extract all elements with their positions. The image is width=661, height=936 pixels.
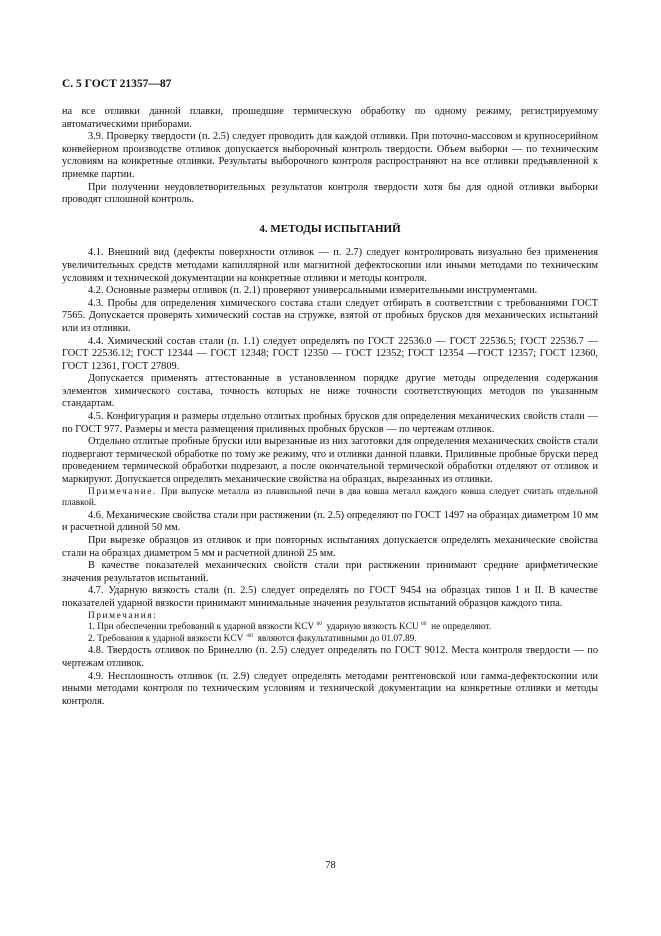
paragraph: 4.2. Основные размеры отливок (п. 2.1) проверяют универсальными измерительными инструментами.: [88, 285, 538, 297]
section-title: 4. МЕТОДЫ ИСПЫТАНИЙ: [259, 222, 401, 235]
note-item: [62, 634, 598, 646]
paragraph: Отдельно отлитые пробные бруски или вырезанные из них заготовки для определения механических свойств стали подвергают термической обработке по тому же режиму, что и отливки данной плавки. Приливные пробные бруски перед проведением термической обработки подрезают, а после окончательной термической обработки отделяют от отливок и маркируют. Допускается определять механические свойства на образцах, вырезанных из отливки.: [62, 436, 598, 486]
note-item-text: 1. При обеспечении требований к ударной вязкости KCV: [88, 622, 315, 633]
paragraph: 4.3. Пробы для определения химического состава стали следует отбирать в соответствии с требованиями ГОСТ 7565. Допускается проверять химический состав на стружке, взятой от пробных брусков для механических испытаний или из отливки.: [62, 297, 598, 334]
paragraph: При вырезке образцов из отливок и при повторных испытаниях допускается определять механические свойства стали на образцах диаметром 5 мм и расчетной длиной 25 мм.: [62, 535, 598, 559]
note-item: [62, 622, 598, 634]
paragraph: 4.4. Химический состав стали (п. 1.1) следует определять по ГОСТ 22536.0 — ГОСТ 22536.5; ГОСТ 22536.7 — ГОСТ 22536.12; ГОСТ 12344 — ГОСТ 12348; ГОСТ 12350 — ГОСТ 12352; ГОСТ 12354 —ГОСТ 12357; ГОСТ 12360, ГОСТ 12361, ГОСТ 27809.: [62, 335, 598, 372]
paragraph: 4.1. Внешний вид (дефекты поверхности отливок — п. 2.7) следует контролировать визуально без применения увеличительных средств методами капиллярной или магнитной дефектоскопии или иными методами по техническим условиям и технической документации на конкретные отливки и методы контроля.: [62, 247, 598, 284]
paragraph: 4.9. Несплошность отливок (п. 2.9) следует определять методами рентгеновской или гамма-дефектоскопии или иными методами контроля по техническим условиям и технической документации на конкретные отливки и методы контроля.: [62, 670, 598, 707]
paragraph: 3.9. Проверку твердости (п. 2.5) следует проводить для каждой отливки. При поточно-массовом и крупносерийном конвейерном производстве отливок допускается выборочный контроль твердости. Объем выборки — по техническим условиям на конкретные отливки. Результаты выборочного контроля распространяют на все отливки предъявленной к приемке партии.: [62, 131, 598, 180]
page-body: [62, 106, 598, 708]
note-text: При выпуске металла из плавильной печи в два ковша металл каждого ковша следует считать отдельной плавкой.: [62, 486, 599, 509]
superscript: 60: [420, 621, 427, 628]
note: [62, 487, 598, 510]
superscript: -60: [245, 632, 253, 639]
paragraph: Допускается применять аттестованные в установленном порядке другие методы определения содержания элементов химического состава, точность которых не ниже точности соответствующих методов по указанным стандартам.: [62, 373, 598, 410]
note-item-text: являются факультативными до 01.07.89.: [257, 633, 417, 644]
notes-label: Примечания:: [88, 610, 158, 621]
note-label: Примечание.: [88, 486, 157, 497]
page-number: 78: [325, 860, 336, 871]
page-header: С. 5 ГОСТ 21357—87: [62, 78, 172, 90]
paragraph: 4.6. Механические свойства стали при растяжении (п. 2.5) определяют по ГОСТ 1497 на образцах диаметром 10 мм и расчетной длиной 50 мм.: [62, 509, 598, 534]
note-item-text: ударную вязкость KCU: [326, 622, 419, 633]
paragraph: В качестве показателей механических свойств стали при растяжении принимают средние арифметические значения результатов испытаний.: [62, 560, 598, 584]
paragraph: 4.8. Твердость отливок по Бринеллю (п. 2.5) следует определять по ГОСТ 9012. Места контроля твердости — по чертежам отливок.: [62, 645, 598, 669]
paragraph: 4.7. Ударную вязкость стали (п. 2.5) следует определять по ГОСТ 9454 на образцах типов I и II. В качестве показателей ударной вязкости принимают минимальные значения результатов испытаний образцов каждого типа.: [62, 585, 598, 609]
paragraph: 4.5. Конфигурация и размеры отдельно отлитых пробных брусков для определения механических свойств стали — по ГОСТ 977. Размеры и места размещения приливных пробных брусков — по чертежам отливок.: [62, 411, 598, 435]
note-item-text: 2. Требования к ударной вязкости KCV: [88, 633, 244, 644]
paragraph: При получении неудовлетворительных результатов контроля твердости хотя бы для одной отливки выборки проводят сплошной контроль.: [62, 181, 598, 206]
paragraph: на все отливки данной плавки, прошедшие термическую обработку по одному режиму, регистрируемому автоматическими приборами.: [62, 106, 598, 130]
note-item-text: не определяют.: [431, 622, 492, 633]
superscript: 60: [316, 621, 323, 628]
